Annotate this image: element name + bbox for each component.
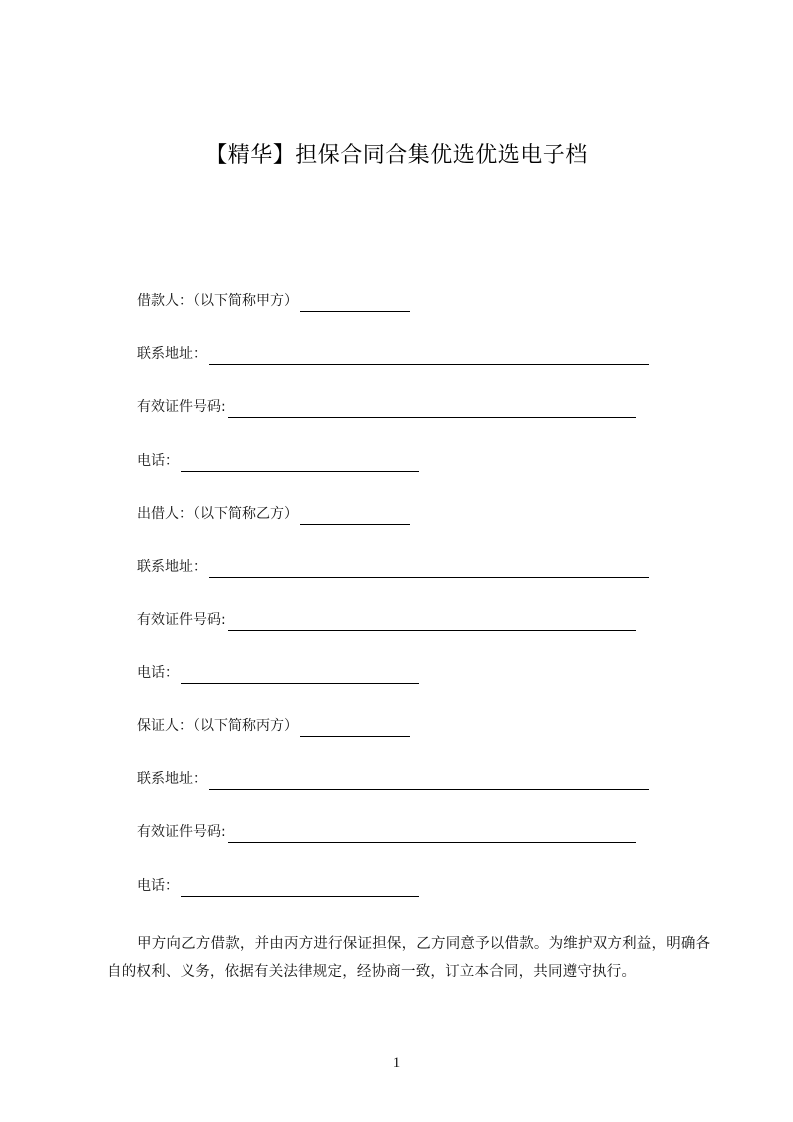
lender-phone-blank[interactable] bbox=[181, 667, 419, 684]
guarantor-phone-blank[interactable] bbox=[181, 880, 419, 897]
lender-name-label: 出借人：（以下简称乙方） bbox=[137, 506, 298, 522]
guarantor-id-label: 有效证件号码: bbox=[137, 824, 226, 840]
borrower-name-line bbox=[137, 290, 410, 312]
page-number: 1 bbox=[392, 1055, 401, 1071]
guarantor-id-blank[interactable] bbox=[228, 826, 636, 843]
borrower-address-blank[interactable] bbox=[209, 348, 649, 365]
guarantor-name-label: 保证人：（以下简称丙方） bbox=[137, 718, 298, 734]
lender-id-blank[interactable] bbox=[228, 614, 636, 631]
borrower-phone-blank[interactable] bbox=[181, 455, 419, 472]
lender-id-line bbox=[137, 609, 636, 631]
borrower-phone-line bbox=[137, 450, 419, 472]
borrower-name-label: 借款人：（以下简称甲方） bbox=[137, 293, 298, 309]
document-title: 【精华】担保合同合集优选优选电子档 bbox=[205, 143, 588, 168]
guarantor-name-blank[interactable] bbox=[300, 720, 410, 737]
guarantor-address-label: 联系地址： bbox=[137, 771, 207, 787]
guarantor-address-blank[interactable] bbox=[209, 773, 649, 790]
guarantor-phone-label: 电话： bbox=[137, 878, 179, 894]
borrower-phone-label: 电话： bbox=[137, 453, 179, 469]
guarantor-address-line bbox=[137, 768, 649, 790]
lender-name-line bbox=[137, 503, 410, 525]
lender-phone-line bbox=[137, 662, 419, 684]
lender-name-blank[interactable] bbox=[300, 508, 410, 525]
lender-id-label: 有效证件号码: bbox=[137, 612, 226, 628]
lender-phone-label: 电话： bbox=[137, 665, 179, 681]
borrower-address-label: 联系地址： bbox=[137, 346, 207, 362]
borrower-id-label: 有效证件号码: bbox=[137, 399, 226, 415]
borrower-id-blank[interactable] bbox=[228, 401, 636, 418]
borrower-name-blank[interactable] bbox=[300, 295, 410, 312]
lender-address-blank[interactable] bbox=[209, 561, 649, 578]
borrower-id-line bbox=[137, 396, 636, 418]
guarantor-phone-line bbox=[137, 875, 419, 897]
lender-address-label: 联系地址： bbox=[137, 559, 207, 575]
guarantor-name-line bbox=[137, 715, 410, 737]
lender-address-line bbox=[137, 556, 649, 578]
contract-preamble-paragraph: 甲方向乙方借款，并由丙方进行保证担保，乙方同意予以借款。为维护双方利益，明确各自的权利、义务，依据有关法律规定，经协商一致，订立本合同，共同遵守执行。 bbox=[107, 936, 711, 980]
guarantor-id-line bbox=[137, 821, 636, 843]
borrower-address-line bbox=[137, 343, 649, 365]
